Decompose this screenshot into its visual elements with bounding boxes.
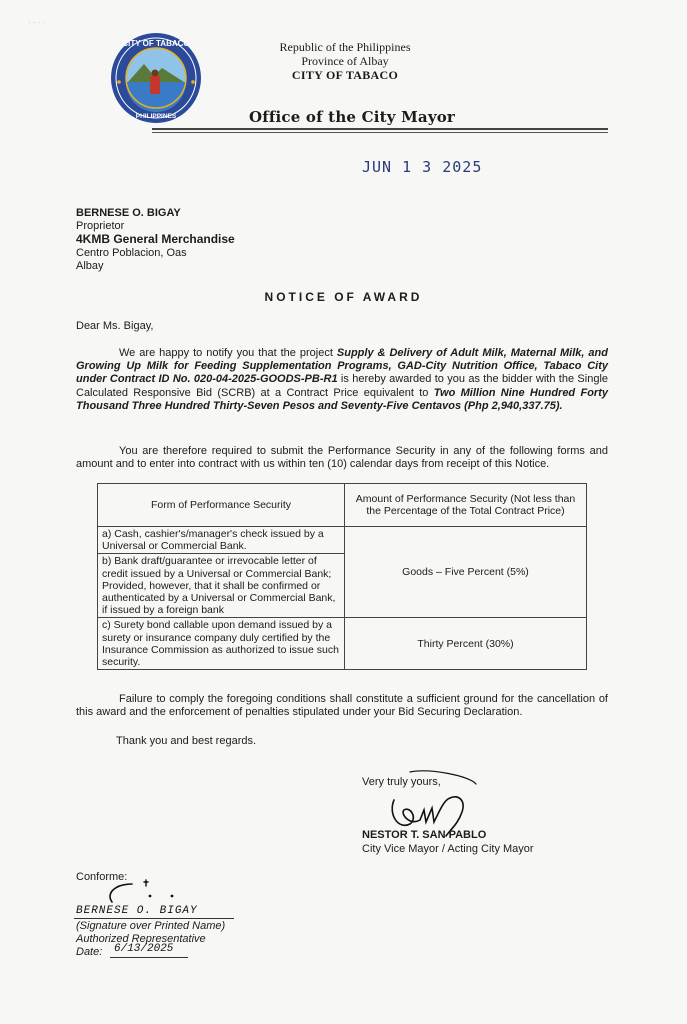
failure-paragraph: Failure to comply the foregoing conditions shall constitute a sufficient ground for the cancellation of this award and the enforcement of penalties stipulated under your Bid Securing Declaration. — [76, 693, 608, 719]
conforme-handwritten-name: BERNESE O. BIGAY — [76, 905, 198, 917]
svg-text:CITY OF TABACO: CITY OF TABACO — [122, 39, 190, 48]
svg-text:PHILIPPINES: PHILIPPINES — [135, 113, 177, 120]
date-line — [110, 957, 188, 958]
table-row — [98, 618, 587, 670]
conforme-label: Conforme: — [76, 871, 128, 883]
addressee-street: Centro Poblacion, Oas — [76, 247, 187, 259]
project-name: Supply & Delivery of Adult Milk, Maternal Milk, and Growing Up Milk for Feeding Supplementation Programs, GAD-City Nutrition Office, Tabaco City under Contract ID No. 020-04-2025-GOODS-PB-R1 — [76, 347, 608, 386]
salutation: Dear Ms. Bigay, — [76, 320, 154, 332]
header-rule — [152, 128, 608, 130]
requirement-paragraph: You are therefore required to submit the Performance Security in any of the following forms and amount and to enter into contract with us within ten (10) calendar days from receipt of this Notice. — [76, 445, 608, 471]
award-text-a: We are happy to notify you that the project — [119, 347, 337, 359]
award-text-b: is hereby awarded to you as the bidder with the Single Calculated Responsive Bid (SCRB) at a Contract Price equivalent to — [76, 373, 608, 399]
table-row — [98, 527, 587, 554]
table-header-row — [98, 484, 587, 527]
representative-label: Authorized Representative — [76, 933, 206, 945]
addressee-name: BERNESE O. BIGAY — [76, 207, 181, 219]
performance-security-table — [97, 483, 587, 670]
signer-title: City Vice Mayor / Acting City Mayor — [362, 843, 534, 855]
security-form-c: c) Surety bond callable upon demand issued by a surety or insurance company duly certified by the Insurance Commission as authorized to issue such security. — [98, 618, 345, 670]
security-amount-goods: Goods – Five Percent (5%) — [345, 527, 587, 618]
scan-artifact: · · · · — [28, 18, 46, 27]
document-title: NOTICE OF AWARD — [264, 290, 423, 304]
valediction: Very truly yours, — [362, 776, 441, 788]
security-form-b: b) Bank draft/guarantee or irrevocable letter of credit issued by a Universal or Commercial Bank; Provided, however, that it shall be confirmed or authenticated by a Universal or Commercial Bank, if issued by a foreign bank — [98, 554, 345, 618]
header-province: Province of Albay — [301, 54, 389, 68]
header-city: CITY OF TABACO — [291, 68, 399, 82]
column-header-amount: Amount of Performance Security (Not less than the Percentage of the Total Contract Price) — [345, 484, 587, 527]
security-form-a: a) Cash, cashier's/manager's check issued by a Universal or Commercial Bank. — [98, 527, 345, 554]
conforme-date: 6/13/2025 — [114, 943, 174, 955]
signer-name: NESTOR T. SAN PABLO — [362, 829, 487, 841]
header-republic: Republic of the Philippines — [279, 40, 411, 54]
thanks-line: Thank you and best regards. — [116, 735, 257, 747]
addressee-title: Proprietor — [76, 220, 125, 232]
addressee-city: Albay — [76, 260, 104, 272]
office-title: Office of the City Mayor — [248, 108, 456, 126]
security-amount-surety: Thirty Percent (30%) — [345, 618, 587, 670]
addressee-company: 4KMB General Merchandise — [76, 232, 235, 246]
contract-amount: Two Million Nine Hundred Forty Thousand Three Hundred Thirty-Seven Pesos and Seventy-Five Centavos (Php 2,940,337.75). — [76, 386, 608, 412]
column-header-form: Form of Performance Security — [98, 484, 345, 527]
date-label: Date: — [76, 946, 103, 958]
city-seal-logo — [110, 32, 202, 124]
date-stamp: JUN 1 3 2025 — [362, 158, 483, 176]
signature-line — [74, 918, 234, 919]
signature-caption: (Signature over Printed Name) — [76, 920, 226, 932]
header-rule-thin — [152, 132, 608, 133]
award-paragraph — [76, 347, 608, 413]
